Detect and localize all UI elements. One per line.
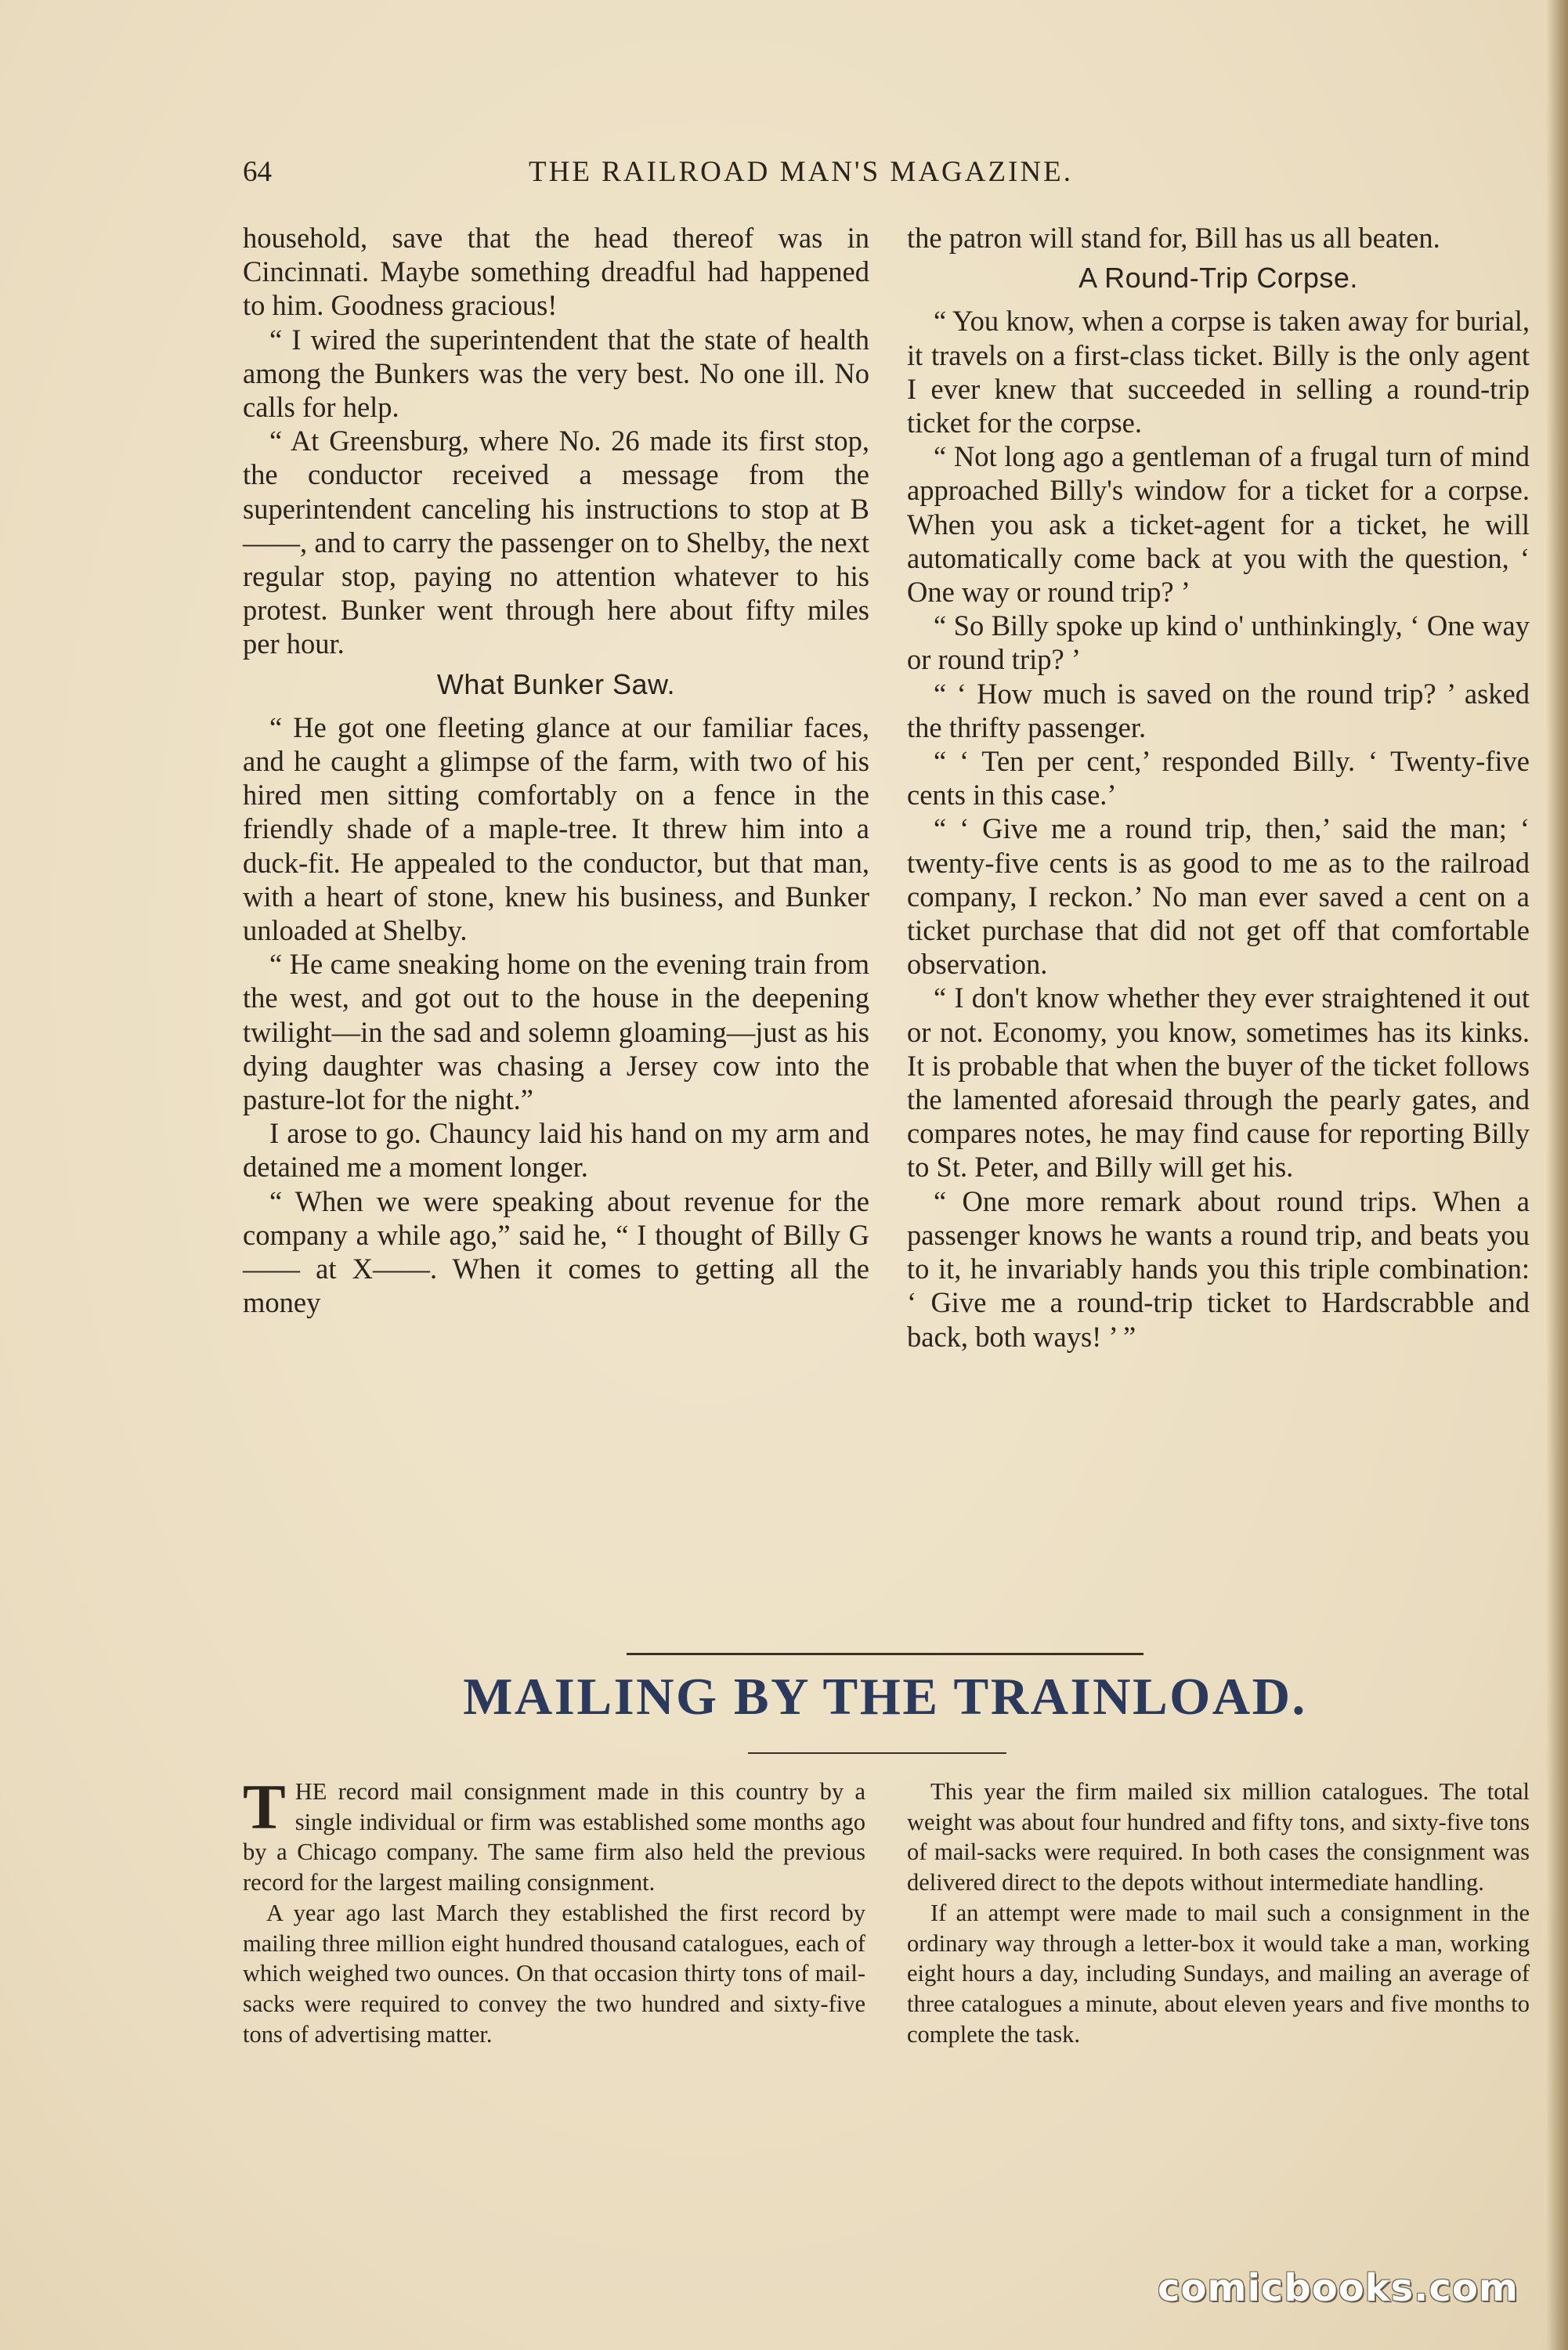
magazine-title: THE RAILROAD MAN'S MAGAZINE. xyxy=(529,156,1073,188)
article-column-right xyxy=(907,1777,1530,2049)
story-paragraph: “ ‘ How much is saved on the round trip? ’ asked the thrifty passenger. xyxy=(907,677,1530,743)
article-paragraph: A year ago last March they established the first record by mailing three million eight hundred thousand catalogues, each of which weighed two ounces. On that occasion thirty tons of mail-sacks were required to convey the two hundred and sixty-five tons of advertising matter. xyxy=(243,1899,865,2048)
story-paragraph: “ At Greensburg, where No. 26 made its first stop, the conductor received a message from the superintendent canceling his instructions to stop at B——, and to carry the passenger on to Shelby, the next regular stop, paying no attention whatever to his protest. Bunker went through here about fifty miles per hour. xyxy=(243,425,869,660)
story-paragraph: “ He came sneaking home on the evening train from the west, and got out to the house in the deepening twilight—in the sad and solemn gloaming—just as his dying daughter was chasing a Jersey cow into the pasture-lot for the night.” xyxy=(243,948,869,1116)
story-paragraph: “ ‘ Ten per cent,’ responded Billy. ‘ Twenty-five cents in this case.’ xyxy=(907,745,1530,812)
page-header xyxy=(243,155,1527,196)
divider-rule-under-title xyxy=(748,1752,1006,1754)
story-paragraph: I arose to go. Chauncy laid his hand on my arm and detained me a moment longer. xyxy=(243,1117,869,1184)
story-paragraph: “ So Billy spoke up kind o' unthinkingly, ‘ One way or round trip? ’ xyxy=(907,609,1530,676)
article-column-left xyxy=(243,1771,865,2049)
story-paragraph: “ Not long ago a gentleman of a frugal turn of mind approached Billy's window for a ticket for a corpse. When you ask a ticket-agent for a ticket, he will automatically come back at you with the question, ‘ One way or round trip? ’ xyxy=(907,440,1530,609)
article-paragraph-text: HE record mail consignment made in this country by a single individual or firm was established some months ago by a Chicago company. The same firm also held the previous record for the largest mailing consignment. xyxy=(243,1778,865,1896)
story-column-right xyxy=(907,221,1530,1354)
story-paragraph: “ You know, when a corpse is taken away for burial, it travels on a first-class ticket. Billy is the only agent I ever knew that succeeded in selling a round-trip ticket for the corpse. xyxy=(907,305,1530,439)
article-title: MAILING BY THE TRAINLOAD. xyxy=(463,1668,1307,1726)
page-edge-shadow xyxy=(1546,0,1568,2350)
story-paragraph: “ One more remark about round trips. When a passenger knows he wants a round trip, and beats you to it, he invariably hands you this triple combination: ‘ Give me a round-trip ticket to Hardscrabble and back, both ways! ’ ” xyxy=(907,1184,1530,1353)
story-paragraph: “ He got one fleeting glance at our familiar faces, and he caught a glimpse of the farm, with two of his hired men sitting comfortably on a fence in the friendly shade of a maple-tree. It threw him into a duck-fit. He appealed to the conductor, but that man, with a heart of stone, knew his business, and Bunker unloaded at Shelby. xyxy=(243,710,869,947)
section-heading-round-trip-corpse: A Round-Trip Corpse. xyxy=(1078,262,1358,295)
divider-rule-top xyxy=(627,1653,1143,1655)
story-paragraph: the patron will stand for, Bill has us all beaten. xyxy=(907,222,1440,254)
drop-cap: T xyxy=(243,1771,286,1842)
story-paragraph: “ ‘ Give me a round trip, then,’ said the man; ‘ twenty-five cents is as good to me as to the railroad company, I reckon.’ No man ever saved a cent on a ticket purchase that did not get off that comfortable observation. xyxy=(907,812,1530,981)
section-heading-what-bunker-saw: What Bunker Saw. xyxy=(436,667,676,700)
story-column-left xyxy=(243,221,869,1320)
article-paragraph: If an attempt were made to mail such a consignment in the ordinary way through a letter-box it would take a man, working eight hours a day, including Sundays, and mailing an average of three catalogues a minute, about eleven years and five months to complete the task. xyxy=(907,1899,1530,2048)
story-paragraph: “ I don't know whether they ever straightened it out or not. Economy, you know, sometimes has its kinks. It is probable that when the buyer of the ticket follows the lamented aforesaid through the pearly gates, and compares notes, he may find cause for reporting Billy to St. Peter, and Billy will get his. xyxy=(907,982,1530,1184)
story-paragraph: household, save that the head thereof was in Cincinnati. Maybe something dreadful had happened to him. Goodness gracious! xyxy=(243,222,869,322)
page-number: 64 xyxy=(243,156,272,188)
article-paragraph xyxy=(243,1771,865,1898)
watermark-logo: comicbooks.com xyxy=(1158,2266,1519,2310)
story-paragraph: “ I wired the superintendent that the state of health among the Bunkers was the very best. No one ill. No calls for help. xyxy=(243,323,869,424)
article-paragraph: This year the firm mailed six million catalogues. The total weight was about four hundred and fifty tons, and sixty-five tons of mail-sacks were required. In both cases the consignment was delivered direct to the depots without intermediate handling. xyxy=(907,1778,1530,1896)
story-paragraph: “ When we were speaking about revenue for the company a while ago,” said he, “ I thought of Billy G—— at X——. When it comes to getting all the money xyxy=(243,1184,869,1319)
